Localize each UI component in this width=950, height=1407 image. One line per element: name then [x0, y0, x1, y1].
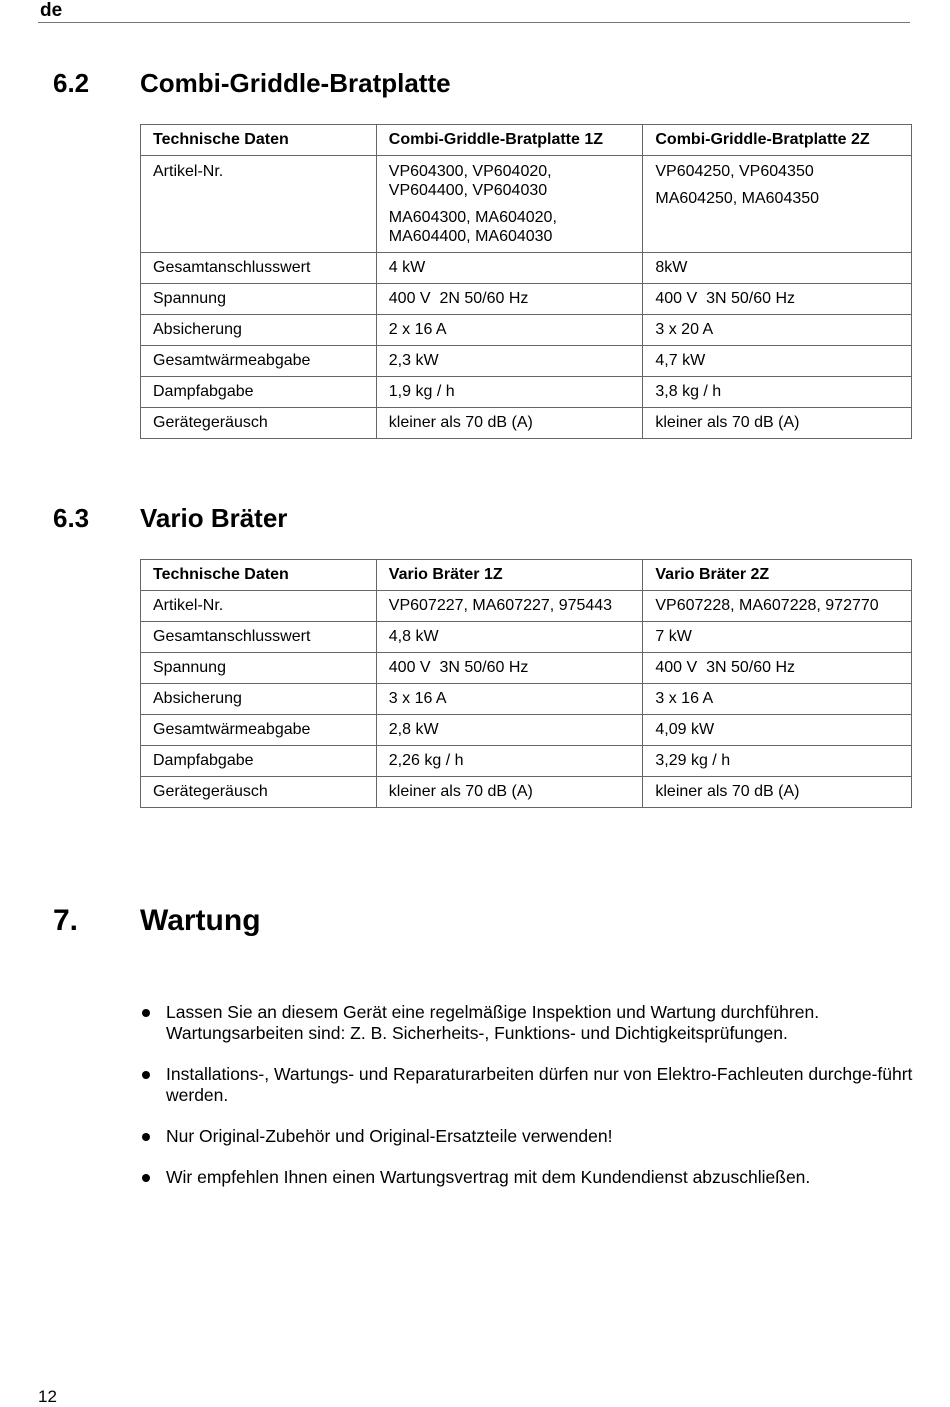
section-title: Combi-Griddle-Bratplatte [140, 68, 451, 98]
table-row [141, 408, 912, 439]
table-cell: VP607228, MA607228, 972770 [643, 591, 912, 622]
table-cell: kleiner als 70 dB (A) [376, 408, 643, 439]
list-item-text: Lassen Sie an diesem Gerät eine regelmäßige Inspektion und Wartung durchführen. Wartungsarbeiten sind: Z. B. Sicherheits-, Funktions- und Dichtigkeitsprüfungen. [166, 1002, 820, 1043]
table-cell: VP607227, MA607227, 975443 [376, 591, 643, 622]
row-label: Dampfabgabe [141, 377, 377, 408]
list-item-text: Wir empfehlen Ihnen einen Wartungsvertrag mit dem Kundendienst abzuschließen. [166, 1167, 811, 1187]
article-numbers-vp: VP604300, VP604020, VP604400, VP604030 [388, 163, 552, 199]
row-label: Artikel-Nr. [141, 591, 377, 622]
table-cell [643, 156, 912, 253]
table-header-row [141, 125, 912, 156]
table-row [141, 156, 912, 253]
table-cell: 3,8 kg / h [643, 377, 912, 408]
spec-table-griddle [140, 124, 912, 439]
section-heading-7 [53, 904, 261, 938]
table-row [141, 346, 912, 377]
list-item [140, 1002, 920, 1044]
row-label: Gesamtwärmeabgabe [141, 346, 377, 377]
list-item [140, 1167, 920, 1188]
table-cell: 4,8 kW [376, 622, 643, 653]
row-label: Gerätegeräusch [141, 777, 377, 808]
article-numbers-ma: MA604250, MA604350 [655, 190, 820, 207]
table-cell: 2 x 16 A [376, 315, 643, 346]
table-cell: kleiner als 70 dB (A) [643, 777, 912, 808]
table-cell: 400 V 3N 50/60 Hz [376, 653, 643, 684]
bullet-icon [142, 1174, 150, 1182]
table-row [141, 653, 912, 684]
bullet-icon [142, 1009, 150, 1017]
list-item [140, 1126, 920, 1147]
table-row [141, 622, 912, 653]
maintenance-list [140, 1002, 920, 1208]
table-cell: 8kW [643, 253, 912, 284]
section-number: 7. [53, 904, 79, 937]
column-header: Combi-Griddle-Bratplatte 2Z [643, 125, 912, 156]
header-rule [38, 22, 910, 23]
table-cell: 3 x 16 A [643, 684, 912, 715]
page-number: 12 [38, 1387, 57, 1406]
table-row [141, 253, 912, 284]
table-cell: kleiner als 70 dB (A) [376, 777, 643, 808]
article-numbers-ma: MA604300, MA604020, MA604400, MA604030 [388, 209, 557, 245]
language-code: de [40, 0, 63, 21]
table-cell: 2,3 kW [376, 346, 643, 377]
table-cell: 2,8 kW [376, 715, 643, 746]
column-header: Combi-Griddle-Bratplatte 1Z [376, 125, 643, 156]
section-title: Wartung [140, 904, 261, 937]
row-label: Gesamtwärmeabgabe [141, 715, 377, 746]
section-number: 6.3 [53, 503, 90, 533]
table-header-row [141, 560, 912, 591]
table-cell: 1,9 kg / h [376, 377, 643, 408]
column-header: Vario Bräter 2Z [643, 560, 912, 591]
row-label: Absicherung [141, 315, 377, 346]
table-cell: 7 kW [643, 622, 912, 653]
table-cell: 4,7 kW [643, 346, 912, 377]
table-cell: 400 V 3N 50/60 Hz [643, 284, 912, 315]
spec-table-vario [140, 559, 912, 808]
list-item-text: Nur Original-Zubehör und Original-Ersatzteile verwenden! [166, 1126, 613, 1146]
table-row [141, 746, 912, 777]
section-heading-6-2 [53, 68, 451, 99]
article-numbers-vp: VP604250, VP604350 [655, 163, 814, 180]
row-label: Absicherung [141, 684, 377, 715]
row-label: Spannung [141, 653, 377, 684]
row-label: Spannung [141, 284, 377, 315]
table-cell: 2,26 kg / h [376, 746, 643, 777]
table-cell: 3,29 kg / h [643, 746, 912, 777]
table-row [141, 591, 912, 622]
list-item-text: Installations-, Wartungs- und Reparaturarbeiten dürfen nur von Elektro-Fachleuten durchge-führt werden. [166, 1064, 913, 1105]
table-cell: 400 V 3N 50/60 Hz [643, 653, 912, 684]
table-cell: kleiner als 70 dB (A) [643, 408, 912, 439]
table-row [141, 715, 912, 746]
table-row [141, 284, 912, 315]
table-row [141, 684, 912, 715]
table-cell: 4,09 kW [643, 715, 912, 746]
bullet-icon [142, 1133, 150, 1141]
section-number: 6.2 [53, 68, 90, 98]
table-row [141, 777, 912, 808]
row-label: Gerätegeräusch [141, 408, 377, 439]
row-label: Dampfabgabe [141, 746, 377, 777]
column-header: Technische Daten [141, 125, 377, 156]
table-cell: 4 kW [376, 253, 643, 284]
table-cell [376, 156, 643, 253]
section-heading-6-3 [53, 503, 287, 534]
table-row [141, 315, 912, 346]
column-header: Vario Bräter 1Z [376, 560, 643, 591]
table-cell: 3 x 16 A [376, 684, 643, 715]
row-label: Gesamtanschlusswert [141, 253, 377, 284]
table-cell: 400 V 2N 50/60 Hz [376, 284, 643, 315]
table-row [141, 377, 912, 408]
list-item [140, 1064, 920, 1106]
row-label: Artikel-Nr. [141, 156, 377, 253]
row-label: Gesamtanschlusswert [141, 622, 377, 653]
section-title: Vario Bräter [140, 503, 288, 533]
column-header: Technische Daten [141, 560, 377, 591]
table-cell: 3 x 20 A [643, 315, 912, 346]
bullet-icon [142, 1071, 150, 1079]
